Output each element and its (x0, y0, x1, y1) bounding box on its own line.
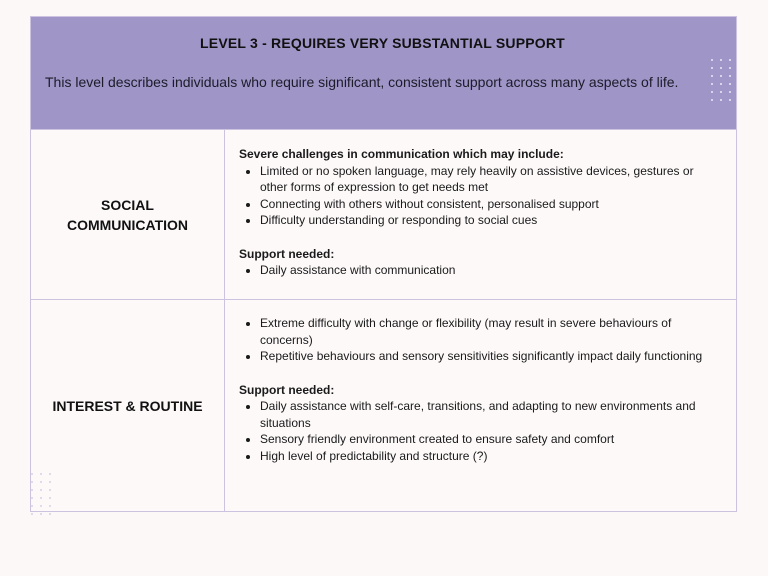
behaviour-list (239, 315, 722, 365)
row-label-line: COMMUNICATION (66, 216, 189, 233)
support-list (239, 398, 722, 464)
challenges-list (239, 163, 722, 229)
list-item: • Difficulty understanding or responding to social cues (260, 212, 722, 229)
list-item: • Daily assistance with self-care, transitions, and adapting to new environments and situations (260, 398, 722, 431)
list-item: • High level of predictability and structure (?) (260, 448, 722, 465)
interest-routine-label: INTEREST & ROUTINE (31, 300, 225, 511)
decorative-dots (31, 473, 52, 515)
support-heading: Support needed: (239, 382, 335, 397)
level-title: LEVEL 3 - REQUIRES VERY SUBSTANTIAL SUPPORT (200, 35, 565, 51)
list-item: • Extreme difficulty with change or flexibility (may result in severe behaviours of concerns) (260, 315, 722, 348)
support-list (239, 262, 722, 279)
level-header (31, 17, 736, 129)
social-communication-row (31, 129, 736, 299)
row-label-line: SOCIAL (101, 196, 154, 213)
interest-routine-content (225, 300, 736, 511)
challenges-heading: Severe challenges in communication which may include: (239, 147, 564, 161)
list-item: • Connecting with others without consistent, personalised support (260, 196, 722, 213)
list-item: • Limited or no spoken language, may rely heavily on assistive devices, gestures or other forms of expression to get needs met (260, 163, 722, 196)
interest-routine-row (31, 299, 736, 511)
list-item: • Repetitive behaviours and sensory sensitivities significantly impact daily functioning (260, 348, 722, 365)
support-level-card (30, 16, 737, 512)
decorative-dots (711, 59, 732, 101)
list-item: • Daily assistance with communication (260, 262, 722, 279)
social-communication-content (225, 130, 736, 299)
support-heading: Support needed: (239, 246, 335, 261)
level-description: This level describes individuals who require significant, consistent support across many aspects of life. (45, 74, 679, 90)
social-communication-label (31, 130, 225, 299)
list-item: • Sensory friendly environment created to ensure safety and comfort (260, 431, 722, 448)
